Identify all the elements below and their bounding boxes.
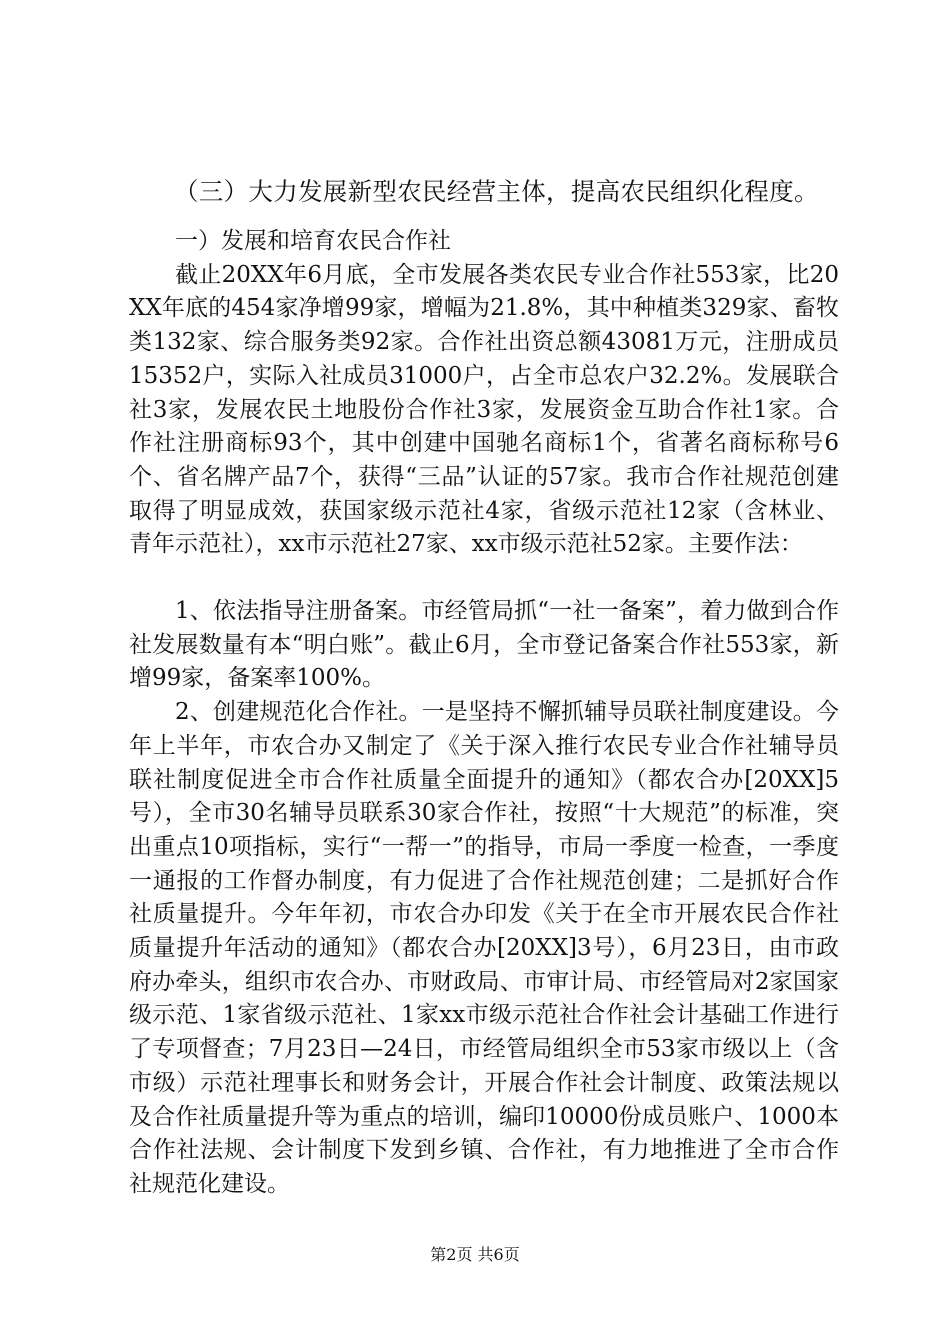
page-indicator: 第2页 共6页 <box>430 1245 520 1264</box>
subheading: 一）发展和培育农民合作社 <box>175 228 451 254</box>
section-heading: （三）大力发展新型农民经营主体，提高农民组织化程度。 <box>174 177 819 206</box>
paragraph-overview: 截止20XX年6月底，全市发展各类农民专业合作社553家，比20XX年底的454家净增99家，增幅为21.8%，其中种植类329家、畜牧类132家、综合服务类92家。合作社出资总额43081万元，注册成员15352户，实际入社成员31000户，占全市总农户32.2%。发展联合社3家，发展农民土地股份合作社3家，发展资金互助合作社1家。合作社注册商标93个，其中创建中国驰名商标1个，省著名商标称号6个、省名牌产品7个，获得“三品”认证的57家。我市合作社规范创建取得了明显成效，获国家级示范社4家，省级示范社12家（含林业、青年示范社），xx市示范社27家、xx市级示范社52家。主要作法： <box>129 261 839 558</box>
document-body <box>129 225 839 1202</box>
paragraph-registration: 1、依法指导注册备案。市经管局抓“一社一备案”，着力做到合作社发展数量有本“明白账”。截止6月，全市登记备案合作社553家，新增99家，备案率100%。 <box>129 598 839 692</box>
paragraph-standardization: 2、创建规范化合作社。一是坚持不懈抓辅导员联社制度建设。今年上半年，市农合办又制定了《关于深入推行农民专业合作社辅导员联社制度促进全市合作社质量全面提升的通知》（都农合办[20XX]5号），全市30名辅导员联系30家合作社，按照“十大规范”的标准，突出重点10项指标，实行“一帮一”的指导，市局一季度一检查，一季度一通报的工作督办制度，有力促进了合作社规范创建；二是抓好合作社质量提升。今年年初，市农合办印发《关于在全市开展农民合作社质量提升年活动的通知》（都农合办[20XX]3号），6月23日，由市政府办牵头，组织市农合办、市财政局、市审计局、市经管局对2家国家级示范、1家省级示范社、1家xx市级示范社合作社会计基础工作进行了专项督查；7月23日—24日，市经管局组织全市53家市级以上（含市级）示范社理事长和财务会计，开展合作社会计制度、政策法规以及合作社质量提升等为重点的培训，编印10000份成员账户、1000本合作社法规、会计制度下发到乡镇、合作社，有力地推进了全市合作社规范化建设。 <box>129 699 839 1197</box>
